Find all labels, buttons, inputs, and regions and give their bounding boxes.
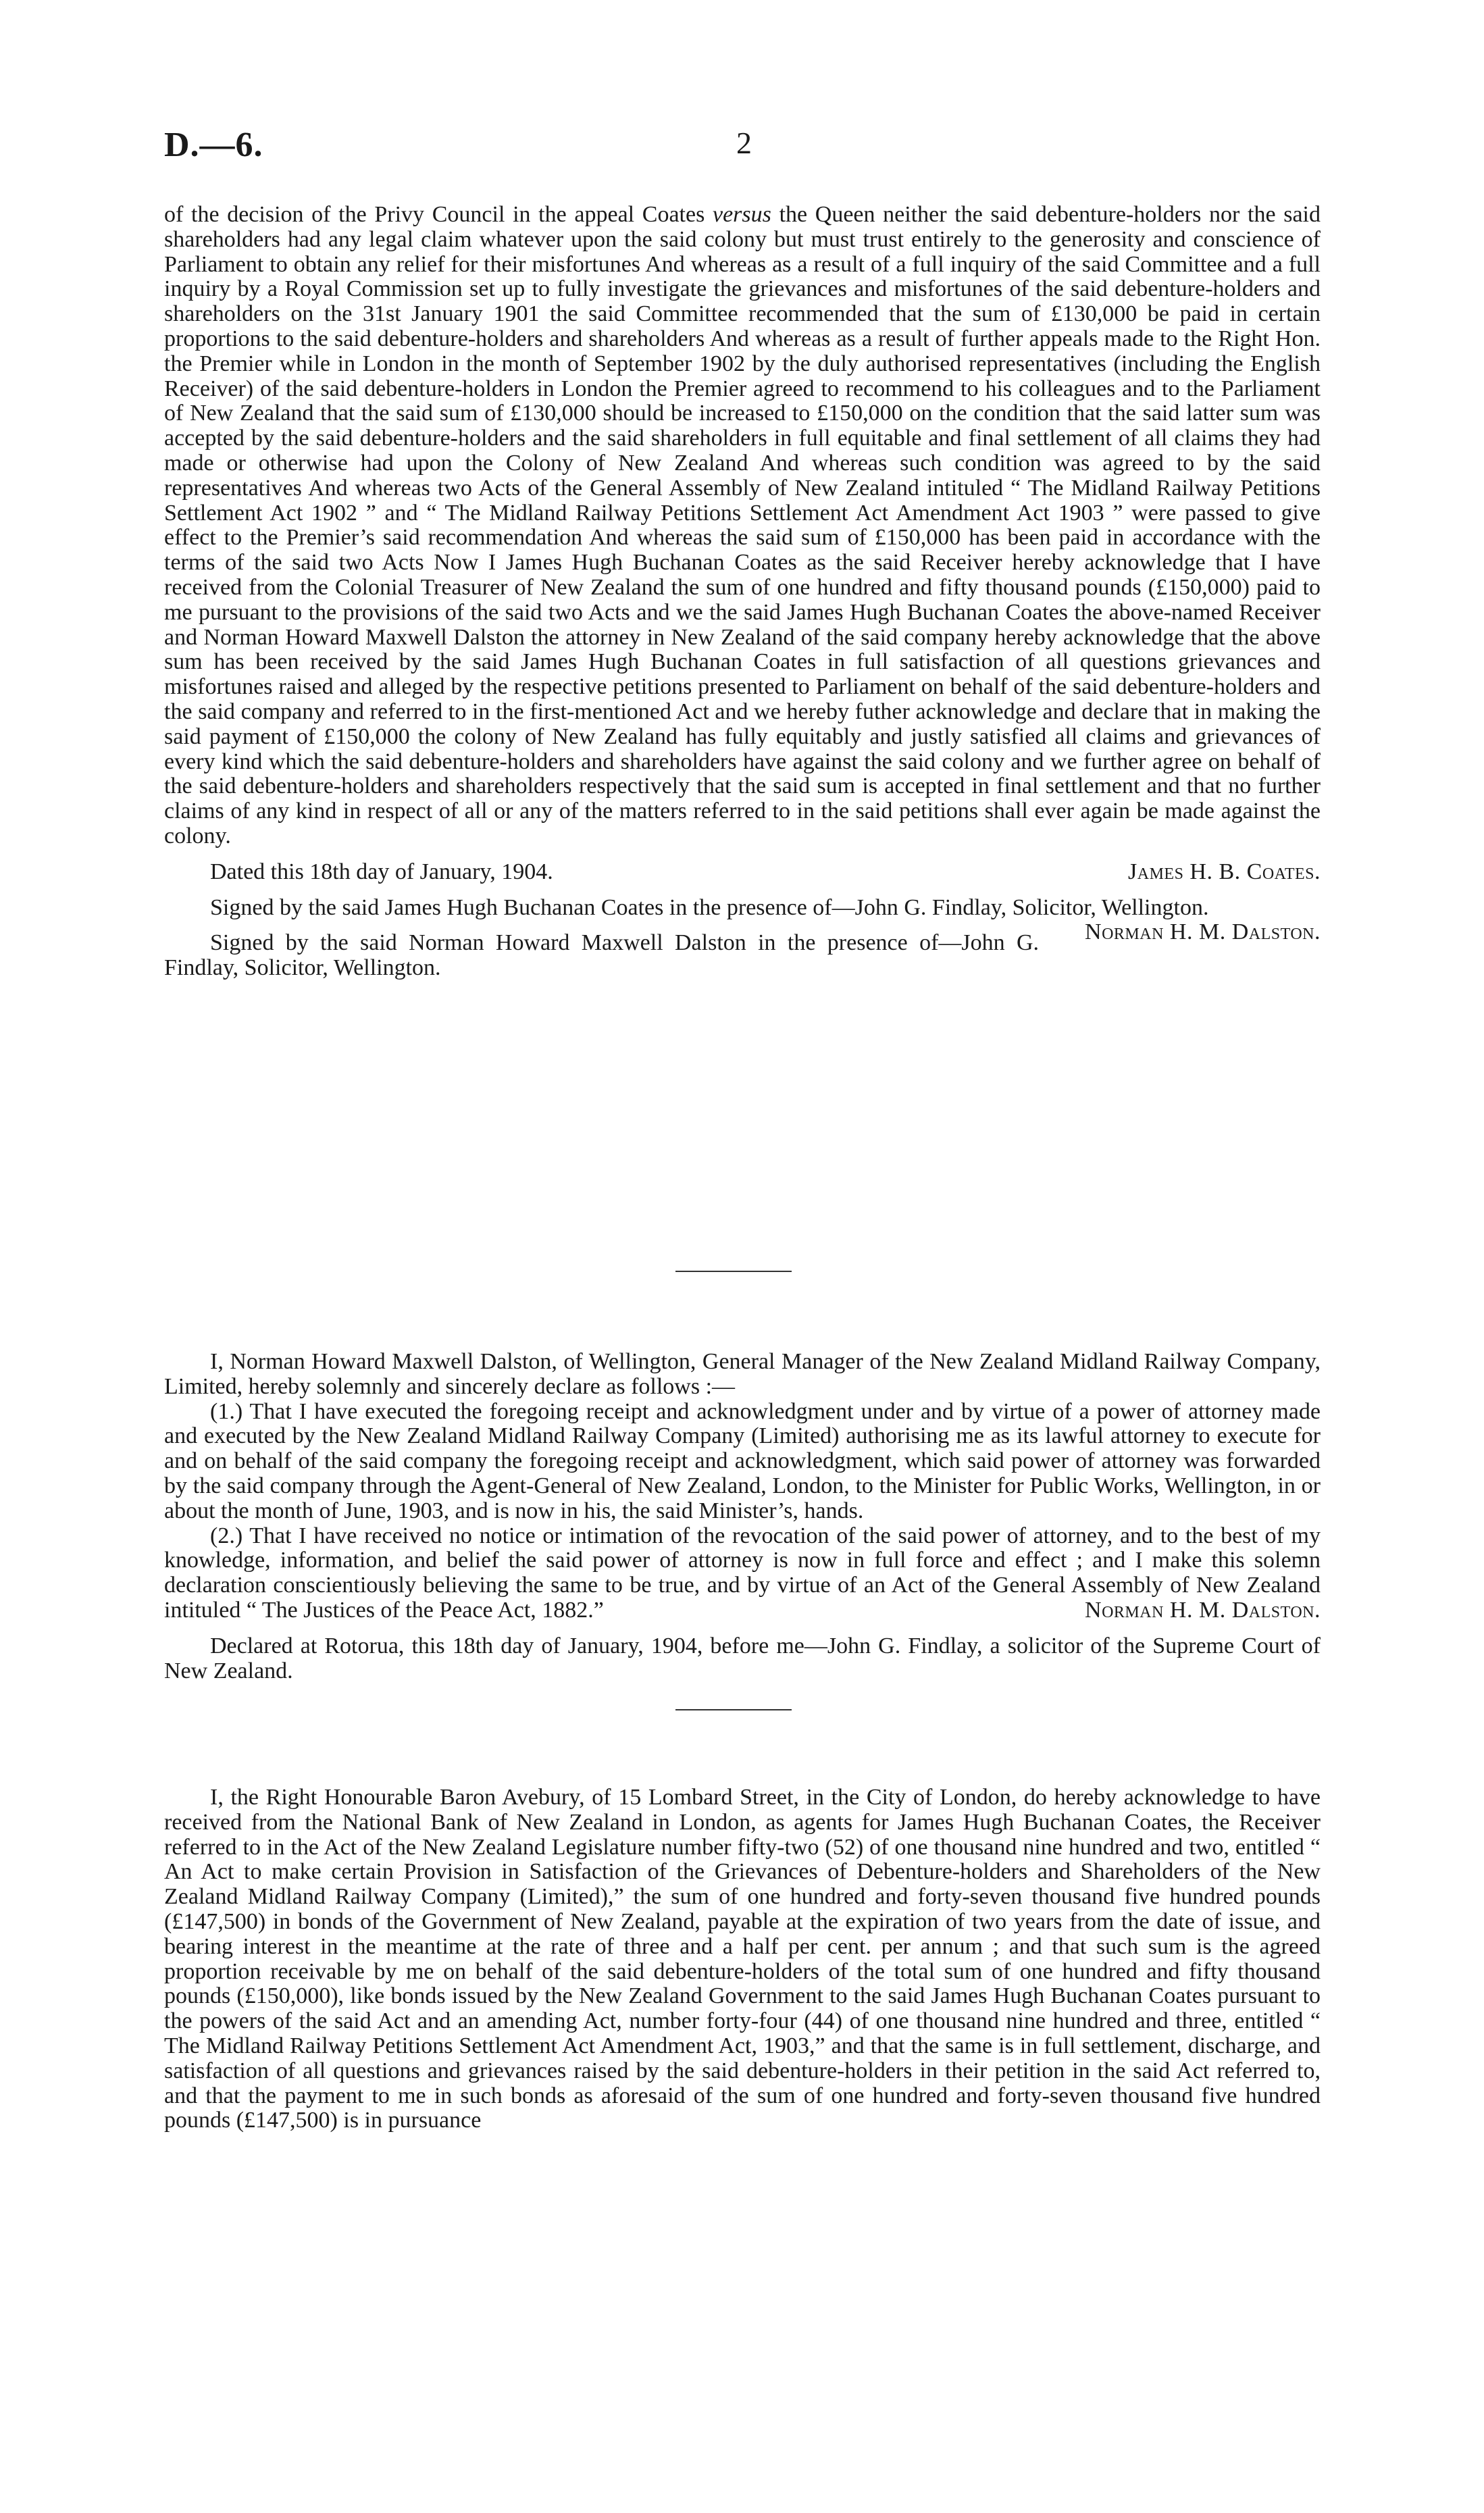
declared-line: Declared at Rotorua, this 18th day of January, 1904, before me—John G. Findlay, a solicitor of the Supreme Court of New Zealand.: [164, 1633, 1321, 1683]
page-header: [0, 125, 1484, 172]
document-reference: D.—6.: [164, 126, 263, 164]
declaration-intro: I, Norman Howard Maxwell Dalston, of Wellington, General Manager of the New Zealand Midland Railway Company, Limited, hereby solemnly and sincerely declare as follows :—: [164, 1349, 1321, 1399]
signed-coates-text: Signed by the said James Hugh Buchanan Coates in the presence of—John G. Findlay, Solicitor, Wellington.: [210, 894, 1209, 920]
declaration-item-2: [164, 1524, 1321, 1623]
dated-line: [164, 860, 1321, 885]
signed-dalston-line: Signed by the said Norman Howard Maxwell Dalston in the presence of—John G. Findlay, Solicitor, Wellington.: [164, 930, 1040, 981]
dalston-signature-1: Norman H. M. Dalston.: [1085, 919, 1321, 945]
receipt-body-rest: the Queen neither the said debenture-holders nor the said shareholders had any legal claim whatever upon the said colony but must trust entirely to the generosity and conscience of Parliament to obtain any relief for their misfortunes And whereas as a result of a full inquiry of the said Committee and a full inquiry by a Royal Commission set up to fully investigate the grievances and misfortunes of the said debenture-holders and shareholders on the 31st January 1901 the said Committee recommended that the sum of £130,000 be paid in certain proportions to the said debenture-holders and shareholders And whereas as a result of further appeals made to the Right Hon. the Premier while in London in the month of September 1902 by the duly authorised representatives (including the English Receiver) of the said debenture-holders in London the Premier agreed to recommend to his colleagues and to the Parliament of New Zealand that the said sum of £130,000 should be increased to £150,000 on the condition that the said latter sum was accepted by the said debenture-holders and the said shareholders in full equitable and final settlement of all claims they had made or otherwise had upon the Colony of New Zealand And whereas such condition was agreed to by the said representatives And whereas two Acts of the General Assembly of New Zealand intituled “ The Midland Railway Petitions Settlement Act 1902 ” and “ The Midland Railway Petitions Settlement Act Amendment Act 1903 ” were passed to give effect to the Premier’s said recommendation And whereas the said sum of £150,000 has been paid in accordance with the terms of the said two Acts Now I James Hugh Buchanan Coates as the said Receiver hereby acknowledge that I have received from the Colonial Treasurer of New Zealand the sum of one hundred and fifty thousand pounds (£150,000) paid to me pursuant to the provisions of the said two Acts and we the said James Hugh Buchanan Coates the above-named Receiver and Norman Howard Maxwell Dalston the attorney in New Zealand of the said company hereby acknowledge that the above sum has been received by the said James Hugh Buchanan Coates in full satisfaction of all questions grievances and misfortunes raised and alleged by the respective petitions presented to Parliament on behalf of the said debenture-holders and the said company and referred to in the first-mentioned Act and we hereby futher acknowledge and declare that in making the said payment of £150,000 the colony of New Zealand has fully equitably and justly satisfied all claims and grievances of every kind which the said debenture-holders and shareholders have against the said colony and we further agree on behalf of the said debenture-holders and shareholders respectively that the said sum is accepted in final settlement and that no further claims of any kind in respect of all or any of the matters referred to in the said petitions shall ever again be made against the colony.: [164, 202, 1321, 848]
page-number: 2: [736, 126, 752, 160]
avebury-section: [164, 1785, 1321, 2133]
declaration-item-1: (1.) That I have executed the foregoing receipt and acknowledgment under and by virtue of a power of attorney made and executed by the New Zealand Midland Railway Company (Limited) authorising me as its lawful attorney to execute for and on behalf of the said company the foregoing receipt and acknowledgment, which said power of attorney was forwarded by the said company through the Agent-General of New Zealand, London, to the Minister for Public Works, Wellington, in or about the month of June, 1903, and is now in his, the said Minister’s, hands.: [164, 1398, 1321, 1523]
dated-text: Dated this 18th day of January, 1904.: [210, 859, 553, 884]
section-divider-1: [675, 1271, 792, 1272]
receipt-body: [164, 203, 1321, 849]
avebury-acknowledgment: I, the Right Honourable Baron Avebury, of 15 Lombard Street, in the City of London, do hereby acknowledge to have received from the National Bank of New Zealand in London, as agents for James Hugh Buchanan Coates, the Receiver referred to in the Act of the New Zealand Legislature number fifty-two (52) of one thousand nine hundred and two, entitled “ An Act to make certain Provision in Satisfaction of the Grievances of Debenture-holders and Shareholders of the New Zealand Midland Railway Company (Limited),” the sum of one hundred and forty-seven thousand five hundred pounds (£147,500) in bonds of the Government of New Zealand, payable at the expiration of two years from the date of issue, and bearing interest in the meantime at the rate of three and a half per cent. per annum ; and that such sum is the agreed proportion receivable by me on behalf of the said debenture-holders of the total sum of one hundred and fifty thousand pounds (£150,000), like bonds issued by the New Zealand Government to the said James Hugh Buchanan Coates pursuant to the powers of the said Act and an amending Act, number forty-four (44) of one thousand nine hundred and three, entitled “ The Midland Railway Petitions Settlement Act Amendment Act, 1903,” and that the same is in full settlement, discharge, and satisfaction of all questions and grievances raised by the said debenture-holders in their petition in the said Act referred to, and that the payment to me in such bonds as aforesaid of the sum of one hundred and forty-seven thousand five hundred pounds (£147,500) is in pursuance: [164, 1785, 1321, 2133]
section-divider-2: [675, 1709, 792, 1710]
declaration-item-2-text: (2.) That I have received no notice or intimation of the revocation of the said power of attorney, and to the best of my knowledge, information, and belief the said power of attorney is now in full force and effect ; and I make this solemn declaration conscientiously believing the same to be true, and by virtue of an Act of the General Assembly of New Zealand intituled “ The Justices of the Peace Act, 1882.”: [164, 1523, 1321, 1623]
receipt-body-start: of the decision of the Privy Council in the appeal Coates: [164, 202, 713, 227]
declaration-section: [164, 1350, 1321, 1683]
signed-coates-line: [164, 894, 1321, 945]
receipt-section: [164, 203, 1321, 981]
coates-signature: James H. B. Coates.: [1128, 859, 1321, 884]
versus-word: versus: [713, 202, 771, 227]
dalston-signature-2: Norman H. M. Dalston.: [1085, 1597, 1321, 1623]
